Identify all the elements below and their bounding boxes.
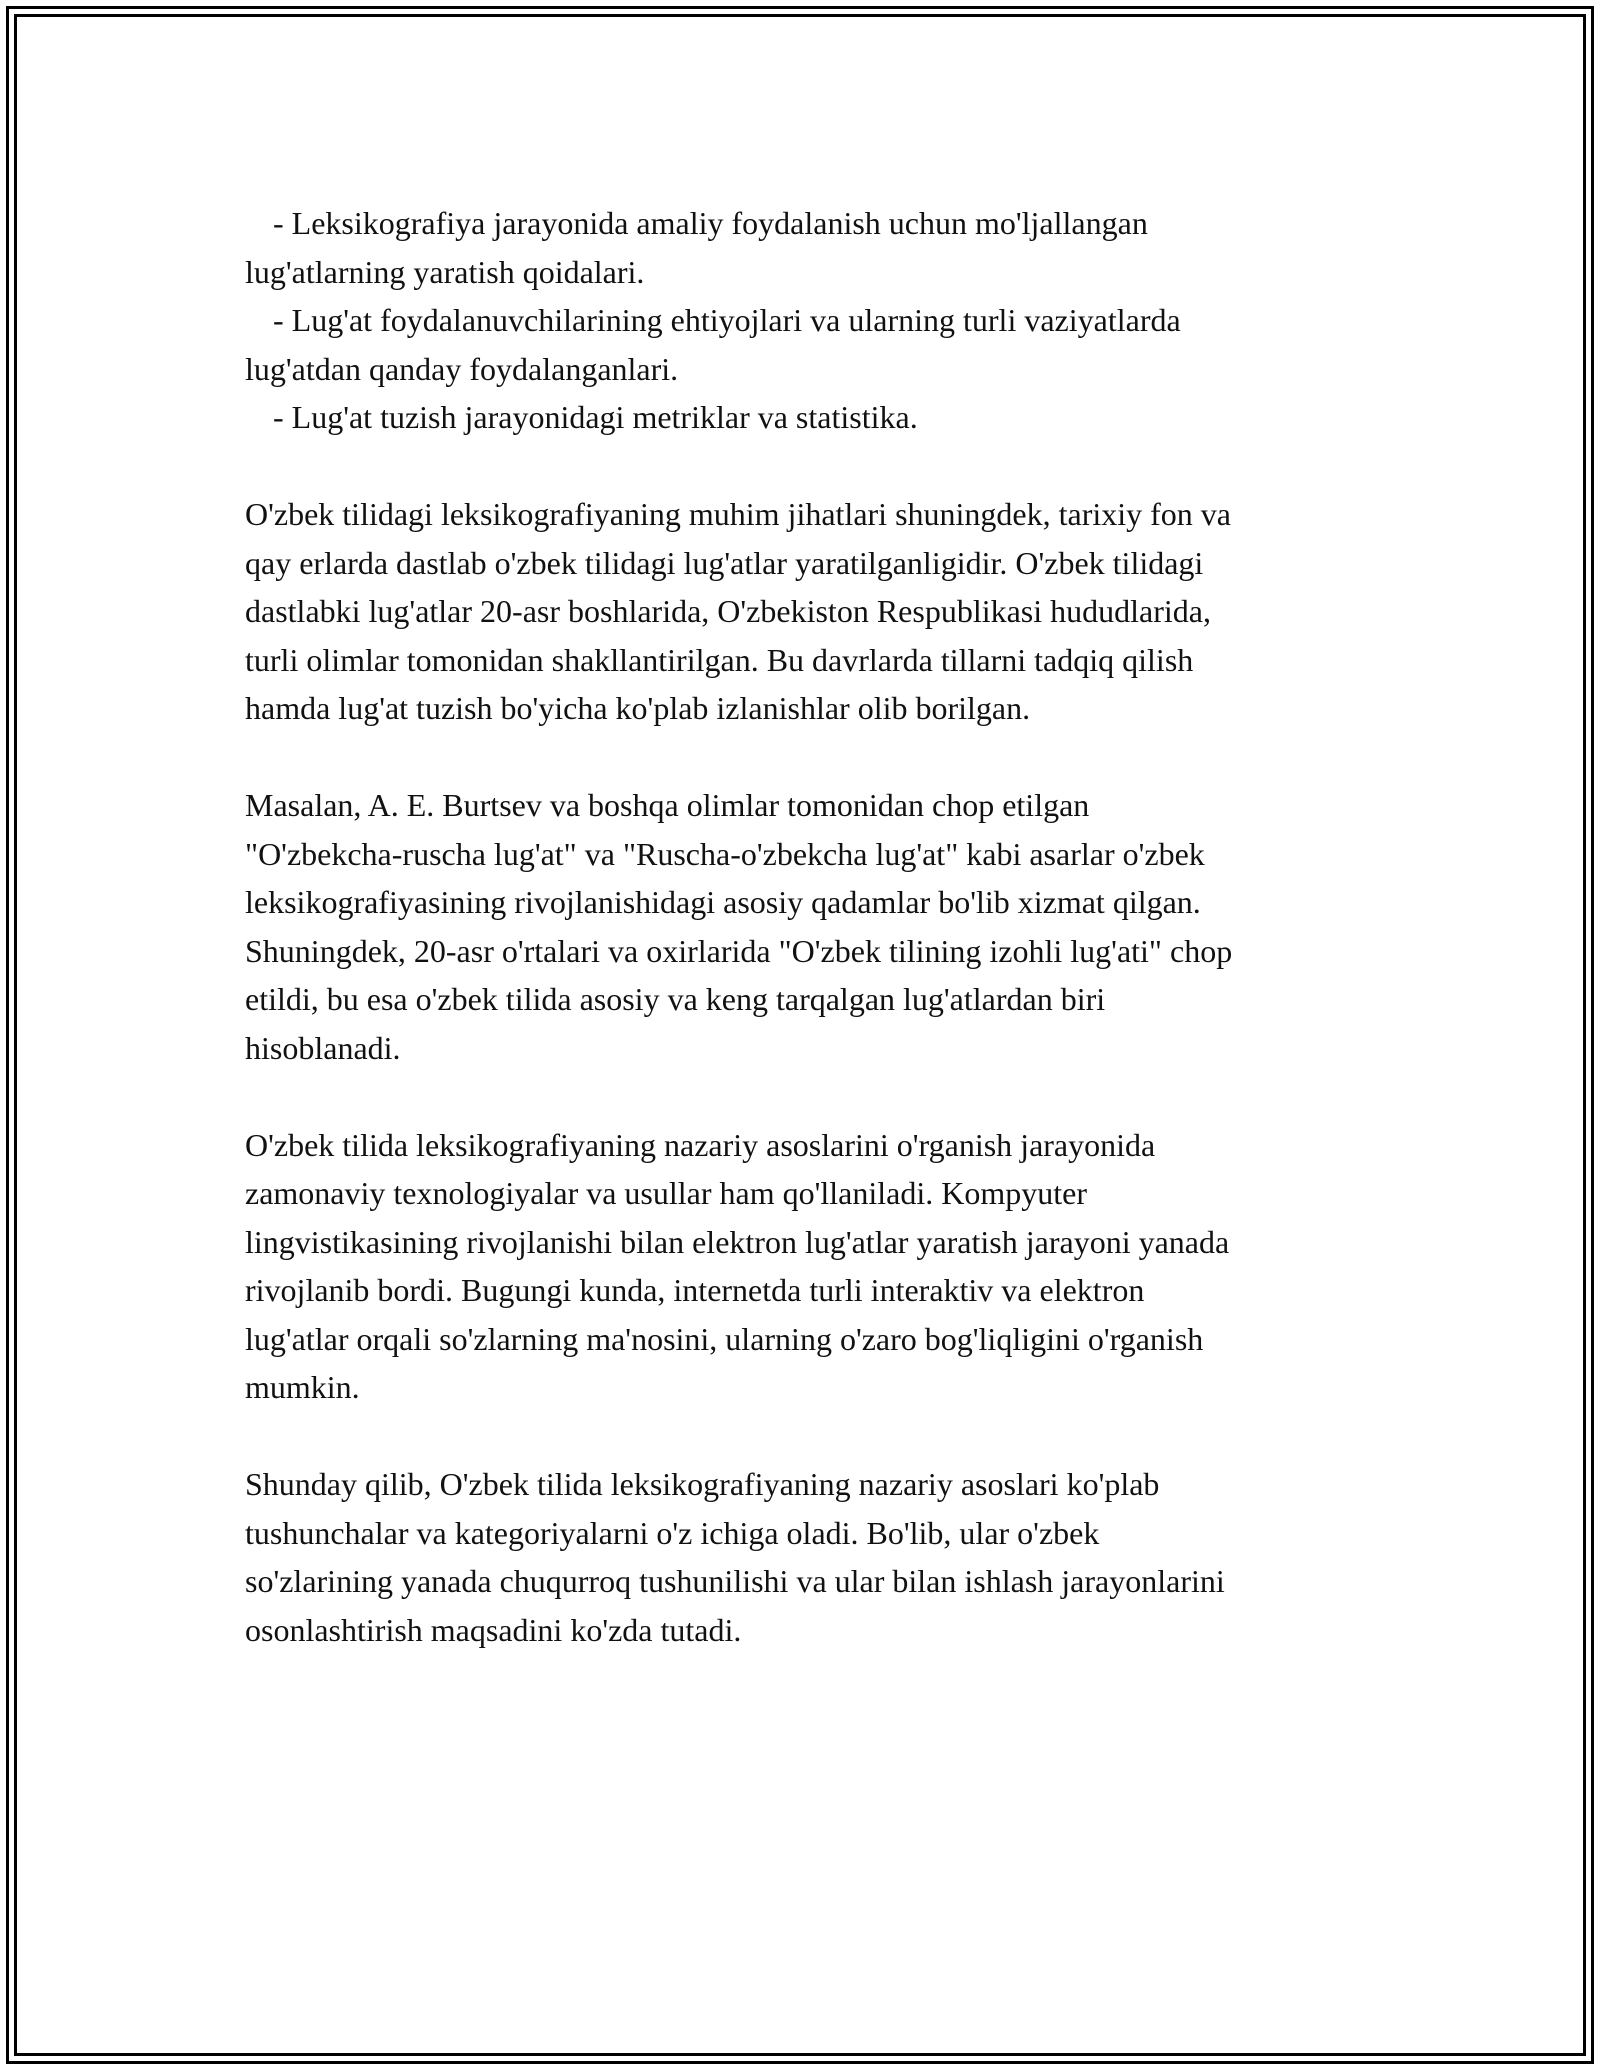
paragraph-line: Shuningdek, 20-asr o'rtalari va oxirlarida "O'zbek tilining izohli lug'ati" chop — [245, 932, 1233, 969]
paragraph-line: dastlabki lug'atlar 20-asr boshlarida, O'zbekiston Respublikasi hududlarida, — [245, 593, 1211, 629]
page-frame — [6, 6, 1594, 2064]
list-item-1-line-1: - Leksikografiya jarayonida amaliy foydalanish uchun mo'ljallangan — [273, 205, 1148, 241]
paragraph-line: etildi, bu esa o'zbek tilida asosiy va keng tarqalgan lug'atlardan biri — [245, 981, 1106, 1017]
paragraph-spacer — [245, 1072, 1405, 1121]
paragraph-line: osonlashtirish maqsadini ko'zda tutadi. — [245, 1611, 742, 1648]
paragraph-line: so'zlarining yanada chuqurroq tushunilishi va ular bilan ishlash jarayonlarini — [245, 1563, 1225, 1599]
list-item-3-line-1: - Lug'at tuzish jarayonidagi metriklar va statistika. — [273, 399, 918, 435]
document-body — [245, 199, 1405, 1654]
paragraph-technology — [245, 1121, 1405, 1412]
paragraph-line: O'zbek tilidagi leksikografiyaning muhim jihatlari shuningdek, tarixiy fon va — [245, 496, 1231, 532]
paragraph-line: tushunchalar va kategoriyalarni o'z ichiga oladi. Bo'lib, ular o'zbek — [245, 1514, 1100, 1551]
paragraph-examples — [245, 781, 1405, 1072]
list-item-2-line-2: lug'atdan qanday foydalanganlari. — [245, 350, 679, 387]
paragraph-line: Masalan, A. E. Burtsev va boshqa olimlar tomonidan chop etilgan — [245, 787, 1090, 823]
paragraph-line: lug'atlar orqali so'zlarning ma'nosini, ularning o'zaro bog'liqligini o'rganish — [245, 1320, 1204, 1357]
paragraph-line: leksikografiyasining rivojlanishidagi asosiy qadamlar bo'lib xizmat qilgan. — [245, 884, 1201, 920]
paragraph-line: mumkin. — [245, 1369, 360, 1405]
paragraph-line: hisoblanadi. — [245, 1029, 401, 1066]
paragraph-spacer — [245, 442, 1405, 491]
paragraph-line: Shunday qilib, O'zbek tilida leksikografiyaning nazariy asoslari ko'plab — [245, 1466, 1160, 1502]
list-item-1-line-2: lug'atlarning yaratish qoidalari. — [245, 253, 645, 290]
paragraph-line: hamda lug'at tuzish bo'yicha ko'plab izlanishlar olib borilgan. — [245, 690, 1031, 726]
paragraph-line: rivojlanib bordi. Bugungi kunda, internetda turli interaktiv va elektron — [245, 1272, 1145, 1308]
paragraph-history — [245, 490, 1405, 733]
paragraph-spacer — [245, 1412, 1405, 1461]
paragraph-line: zamonaviy texnologiyalar va usullar ham qo'llaniladi. Kompyuter — [245, 1175, 1087, 1211]
paragraph-line: turli olimlar tomonidan shakllantirilgan. Bu davrlarda tillarni tadqiq qilish — [245, 641, 1194, 678]
paragraph-conclusion — [245, 1460, 1405, 1654]
bullet-list — [245, 199, 1405, 442]
paragraph-line: qay erlarda dastlab o'zbek tilidagi lug'atlar yaratilganligidir. O'zbek tilidagi — [245, 544, 1204, 581]
paragraph-line: O'zbek tilida leksikografiyaning nazariy asoslarini o'rganish jarayonida — [245, 1126, 1156, 1163]
list-item-2-line-1: - Lug'at foydalanuvchilarining ehtiyojlari va ularning turli vaziyatlarda — [273, 302, 1181, 338]
paragraph-line: "O'zbekcha-ruscha lug'at" va "Ruscha-o'zbekcha lug'at" kabi asarlar o'zbek — [245, 835, 1205, 872]
paragraph-line: lingvistikasining rivojlanishi bilan elektron lug'atlar yaratish jarayoni yanada — [245, 1223, 1230, 1260]
paragraph-spacer — [245, 733, 1405, 782]
